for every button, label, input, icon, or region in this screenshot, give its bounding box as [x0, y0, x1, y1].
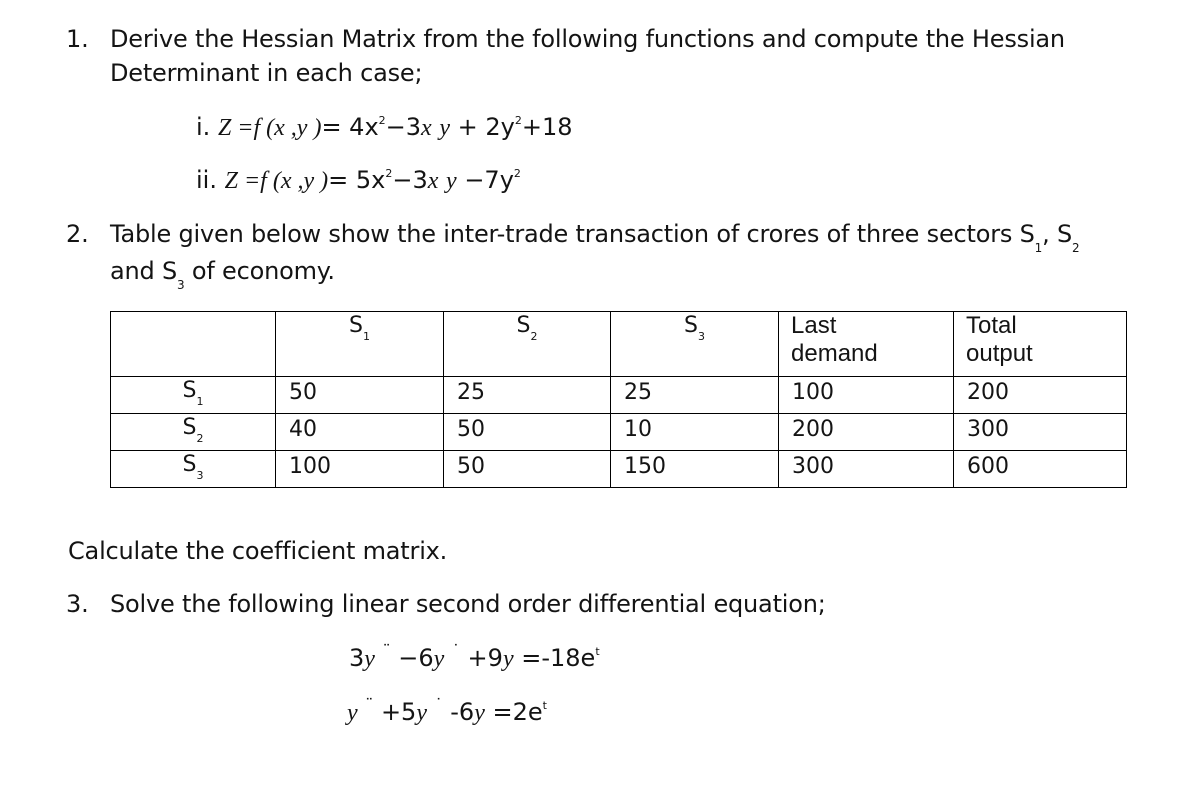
table-row: [111, 414, 1127, 451]
table-cell: 50: [444, 414, 611, 451]
eq-ii-mid: −3: [392, 166, 428, 194]
table-cell: 100: [276, 451, 444, 488]
eq2-rhs: =2e: [492, 698, 543, 726]
eq-ii-exp2: 2: [513, 167, 521, 180]
row-label-s3: $S_3$: [111, 451, 276, 488]
table-cell: 40: [276, 414, 444, 451]
table-cell: 25: [444, 377, 611, 414]
table-cell: 200: [954, 377, 1127, 414]
eq1-y2: y: [433, 646, 445, 672]
q2-line2b: of economy.: [184, 257, 335, 285]
eq-ii-lhs: Z =f (x ,y ): [224, 168, 329, 194]
eq2-exp: t: [542, 699, 547, 712]
table-row: [111, 377, 1127, 414]
table-header-row: [111, 312, 1127, 377]
eq1-y1: y: [364, 646, 375, 672]
q1-equation-i: [196, 113, 573, 142]
eq-i-tail: + 2y: [457, 113, 515, 141]
eq-ii-exp1: 2: [385, 167, 393, 180]
q1-text-line2: Determinant in each case;: [110, 59, 423, 87]
eq-ii-var-y: y: [446, 168, 457, 194]
table-cell: 50: [444, 451, 611, 488]
q3-equation-2: [347, 695, 547, 727]
table-cell: 25: [611, 377, 779, 414]
eq1-double-dot: ¨: [382, 641, 391, 660]
eq-i-prefix: i.: [196, 113, 211, 141]
q2-text-line2: [110, 257, 335, 292]
q2-comma: , S: [1042, 220, 1072, 248]
eq-i-var-x: x: [421, 115, 432, 141]
table-cell: 10: [611, 414, 779, 451]
eq1-rhs: =-18e: [521, 644, 596, 672]
row-label-s1: $S_1$: [111, 377, 276, 414]
row-label-s2: $S_2$: [111, 414, 276, 451]
header-cell-s3: $S_3$: [611, 312, 779, 377]
table-cell: 300: [779, 451, 954, 488]
eq-i-eqsign: = 4x: [321, 113, 379, 141]
eq2-y3: y: [474, 700, 485, 726]
eq-i-mid: −3: [385, 113, 422, 141]
q2-line2a: and S: [110, 257, 178, 285]
table-cell: 50: [276, 377, 444, 414]
q2-text-line1: [110, 220, 1080, 255]
q1-text-line1: Derive the Hessian Matrix from the following functions and compute the Hessian: [110, 25, 1065, 53]
q2-s3-sub: 3: [177, 278, 185, 292]
eq2-y1: y: [347, 700, 358, 726]
table-cell: 600: [954, 451, 1127, 488]
header-cell-last-demand: Last demand: [779, 312, 954, 377]
q2-s2-sub: 2: [1072, 241, 1080, 255]
sector-transaction-table: [110, 311, 1127, 488]
eq2-single-dot: ˙: [434, 695, 443, 714]
eq2-y2: y: [416, 700, 427, 726]
header-cell-total-output: Total output: [954, 312, 1127, 377]
eq-ii-prefix: ii.: [196, 166, 217, 194]
eq-i-lhs: Z =f (x ,y ): [217, 115, 322, 141]
eq2-op3: -6: [450, 698, 475, 726]
eq2-double-dot: ¨: [365, 695, 374, 714]
q2-after-text: Calculate the coefficient matrix.: [68, 537, 448, 565]
eq1-single-dot: ˙: [451, 641, 460, 660]
table-row: [111, 451, 1127, 488]
q2-line1-text: Table given below show the inter-trade transaction of crores of three sectors S: [110, 220, 1035, 248]
eq-ii-tail: −7y: [464, 166, 514, 194]
eq-i-exp1: 2: [378, 114, 386, 127]
eq1-exp: t: [595, 645, 600, 658]
table-cell: 150: [611, 451, 779, 488]
q1-equation-ii: [196, 166, 521, 195]
eq1-c1: 3: [349, 644, 365, 672]
eq1-op2: −6: [398, 644, 434, 672]
table-cell: 100: [779, 377, 954, 414]
q3-equation-1: [349, 641, 600, 673]
eq-i-end: +18: [521, 113, 573, 141]
table-cell: 300: [954, 414, 1127, 451]
eq2-op2: +5: [380, 698, 417, 726]
eq-i-exp2: 2: [514, 114, 522, 127]
q2-s1-sub: 1: [1034, 241, 1043, 255]
header-cell-s1: $S_1$: [276, 312, 444, 377]
header-cell-s2: $S_2$: [444, 312, 611, 377]
eq-i-var-y: y: [439, 115, 450, 141]
header-cell-empty: [111, 312, 276, 377]
q1-number: 1.: [66, 25, 89, 53]
q2-number: 2.: [66, 220, 89, 248]
q3-number: 3.: [66, 590, 89, 618]
eq1-y3: y: [502, 646, 514, 672]
eq-ii-eqsign: = 5x: [328, 166, 386, 194]
q3-text-line1: Solve the following linear second order differential equation;: [110, 590, 826, 618]
eq-ii-var-x: x: [427, 168, 439, 194]
eq1-op3: +9: [467, 644, 503, 672]
table-cell: 200: [779, 414, 954, 451]
